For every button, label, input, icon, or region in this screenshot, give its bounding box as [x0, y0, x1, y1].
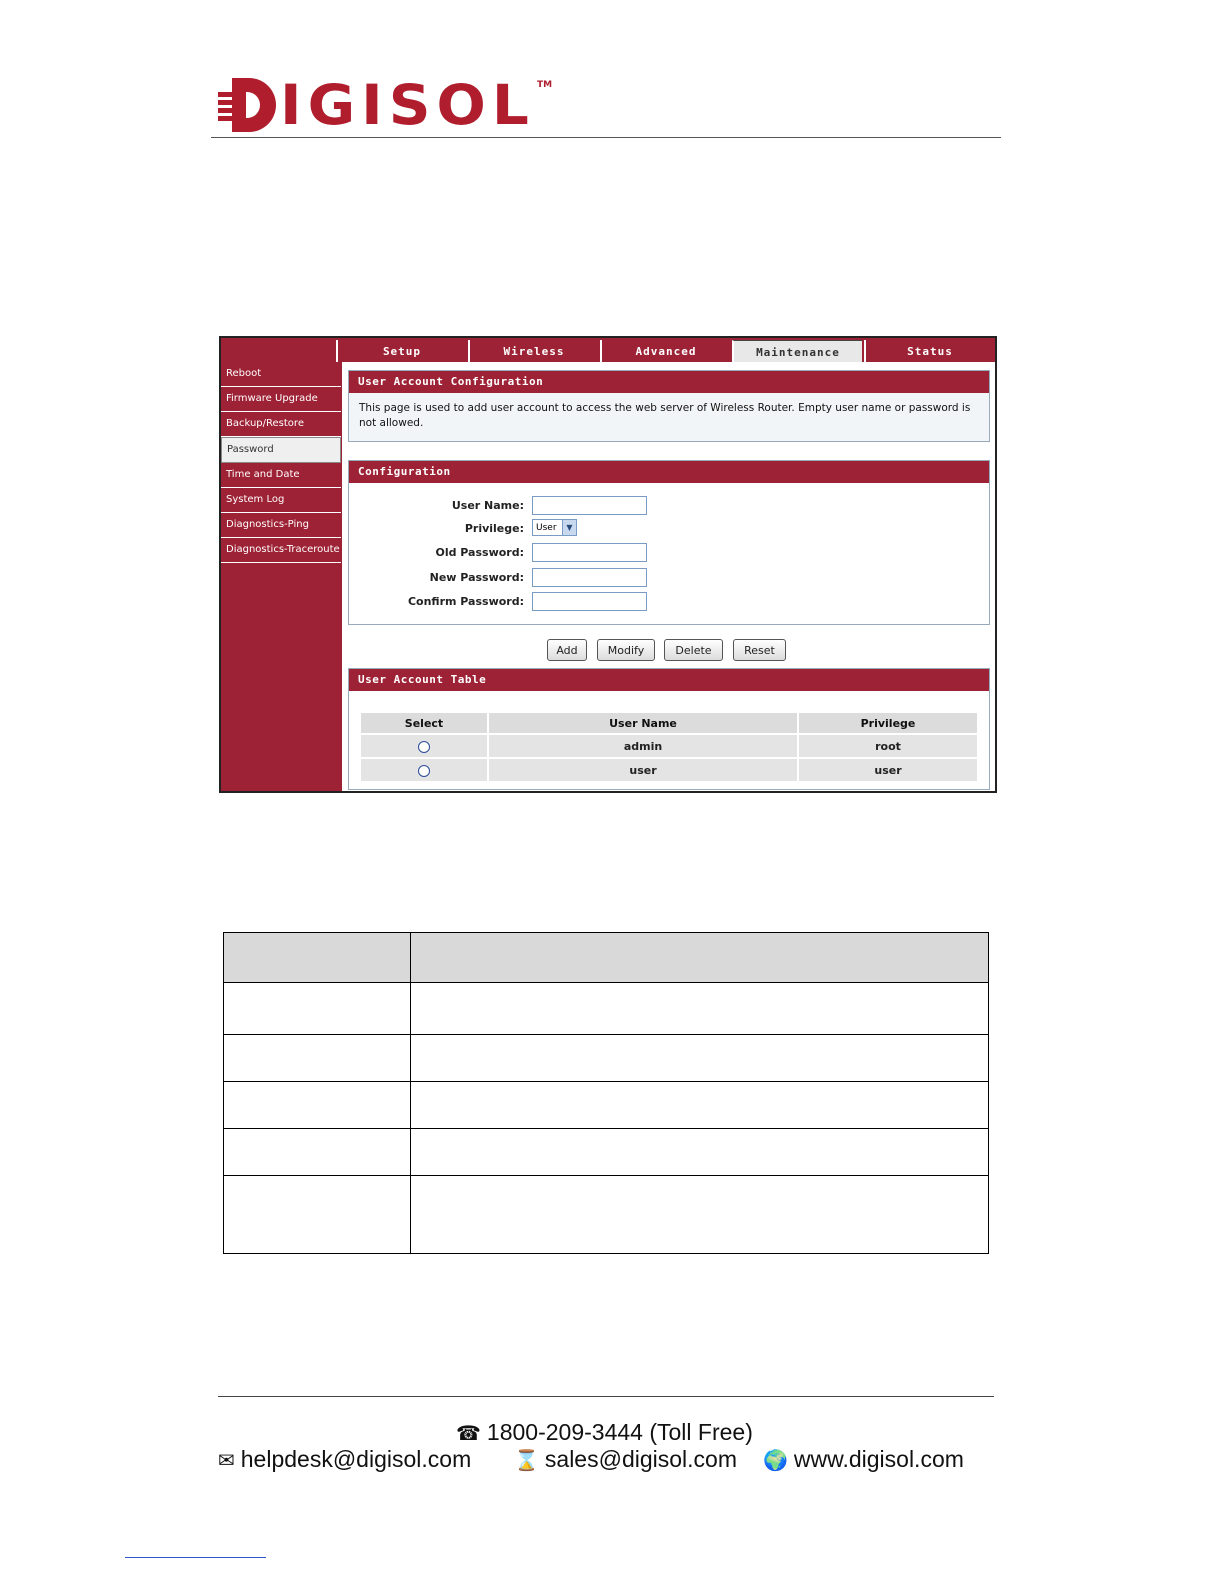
- panel-title: User Account Configuration: [349, 371, 989, 393]
- trademark-symbol: TM: [537, 80, 553, 90]
- table-row: [224, 983, 989, 1035]
- action-buttons: [342, 639, 995, 663]
- table-cell: [224, 1082, 411, 1129]
- hourglass-icon: ⌛: [514, 1450, 539, 1472]
- reset-button[interactable]: Reset: [733, 639, 786, 661]
- phone-number: 1800-209-3444 (Toll Free): [486, 1419, 753, 1445]
- tab-advanced[interactable]: Advanced: [600, 340, 730, 362]
- sidebar-item-diagnostics-traceroute[interactable]: Diagnostics-Traceroute: [221, 538, 341, 563]
- table-row: [224, 1082, 989, 1129]
- tab-wireless[interactable]: Wireless: [468, 340, 598, 362]
- add-button[interactable]: Add: [547, 639, 587, 661]
- configuration-panel: [348, 460, 990, 625]
- intro-description: This page is used to add user account to access the web server of Wireless Router. Empty user name or password is not allowed.: [359, 402, 971, 429]
- sidebar-item-diagnostics-ping[interactable]: Diagnostics-Ping: [221, 513, 341, 538]
- confirm-password-input[interactable]: [532, 592, 647, 611]
- panel-title: Configuration: [349, 461, 989, 483]
- tab-status[interactable]: Status: [864, 340, 994, 362]
- bottom-link-underline: [125, 1557, 266, 1558]
- footer-contacts: [218, 1446, 998, 1478]
- table-cell: [411, 983, 989, 1035]
- logo-mark-icon: [218, 78, 276, 132]
- globe-icon: 🌍: [763, 1450, 788, 1472]
- form-row-user-name: [349, 496, 989, 516]
- new-password-input[interactable]: [532, 568, 647, 587]
- privilege-value: User: [536, 523, 557, 533]
- select-radio[interactable]: [418, 741, 430, 753]
- sidebar-item-system-log[interactable]: System Log: [221, 488, 341, 513]
- user-name-cell: admin: [489, 735, 797, 757]
- user-name-input[interactable]: [532, 496, 647, 515]
- website-link[interactable]: www.digisol.com: [793, 1446, 964, 1472]
- helpdesk-contact: [218, 1446, 471, 1473]
- footer-divider: [218, 1396, 994, 1397]
- table-row: [361, 759, 977, 781]
- intro-panel: [348, 370, 990, 442]
- user-name-cell: user: [489, 759, 797, 781]
- table-cell: [224, 1129, 411, 1176]
- privilege-select[interactable]: [532, 519, 577, 536]
- privilege-label: Privilege:: [464, 522, 524, 535]
- header-divider: [211, 137, 1001, 138]
- sales-contact: [514, 1446, 737, 1473]
- form-row-old-password: [349, 543, 989, 563]
- top-nav-tabs: [221, 338, 995, 362]
- sidebar-item-password[interactable]: Password: [221, 437, 341, 463]
- table-cell: [224, 1035, 411, 1082]
- table-header-cell: [411, 933, 989, 983]
- user-account-table-panel: [348, 668, 990, 790]
- digisol-logo: [218, 72, 535, 138]
- sidebar-menu: [221, 362, 341, 792]
- panel-title: User Account Table: [349, 669, 989, 691]
- form-row-new-password: [349, 568, 989, 588]
- telephone-icon: ☎: [456, 1423, 481, 1445]
- mail-icon: ✉: [218, 1450, 235, 1472]
- column-header-user-name: User Name: [489, 713, 797, 733]
- form-row-privilege: [349, 519, 989, 539]
- user-account-table: [359, 711, 979, 783]
- table-cell: [411, 1035, 989, 1082]
- table-cell: [411, 1176, 989, 1254]
- delete-button[interactable]: Delete: [664, 639, 723, 661]
- website-contact: [763, 1446, 964, 1473]
- sidebar-item-firmware-upgrade[interactable]: Firmware Upgrade: [221, 387, 341, 412]
- sidebar-item-time-and-date[interactable]: Time and Date: [221, 463, 341, 488]
- new-password-label: New Password:: [429, 571, 524, 584]
- select-cell: [361, 759, 487, 781]
- tab-maintenance[interactable]: Maintenance: [732, 340, 862, 363]
- confirm-password-label: Confirm Password:: [407, 595, 524, 608]
- table-row: [224, 1035, 989, 1082]
- router-ui-screenshot: [219, 336, 997, 793]
- chevron-down-icon[interactable]: ▼: [562, 520, 576, 535]
- sales-email[interactable]: sales@digisol.com: [544, 1446, 737, 1472]
- table-header-cell: [224, 933, 411, 983]
- column-header-privilege: Privilege: [799, 713, 977, 733]
- select-radio[interactable]: [418, 765, 430, 777]
- table-header-row: [224, 933, 989, 983]
- table-cell: [411, 1082, 989, 1129]
- select-cell: [361, 735, 487, 757]
- main-content: [342, 362, 995, 792]
- table-row: [224, 1176, 989, 1254]
- tab-setup[interactable]: Setup: [336, 340, 466, 362]
- table-cell: [224, 983, 411, 1035]
- form-row-confirm-password: [349, 592, 989, 612]
- helpdesk-email[interactable]: helpdesk@digisol.com: [240, 1446, 472, 1472]
- old-password-input[interactable]: [532, 543, 647, 562]
- user-name-label: User Name:: [451, 499, 524, 512]
- sidebar-item-backup-restore[interactable]: Backup/Restore: [221, 412, 341, 437]
- table-row: [361, 735, 977, 757]
- sidebar-item-reboot[interactable]: Reboot: [221, 362, 341, 387]
- old-password-label: Old Password:: [435, 546, 524, 559]
- modify-button[interactable]: Modify: [597, 639, 655, 661]
- column-header-select: Select: [361, 713, 487, 733]
- phone-contact: [456, 1419, 753, 1446]
- privilege-cell: user: [799, 759, 977, 781]
- privilege-cell: root: [799, 735, 977, 757]
- field-description-table: [223, 932, 989, 1254]
- table-cell: [224, 1176, 411, 1254]
- table-row: [224, 1129, 989, 1176]
- logo-text: IGISOL: [280, 72, 535, 138]
- table-cell: [411, 1129, 989, 1176]
